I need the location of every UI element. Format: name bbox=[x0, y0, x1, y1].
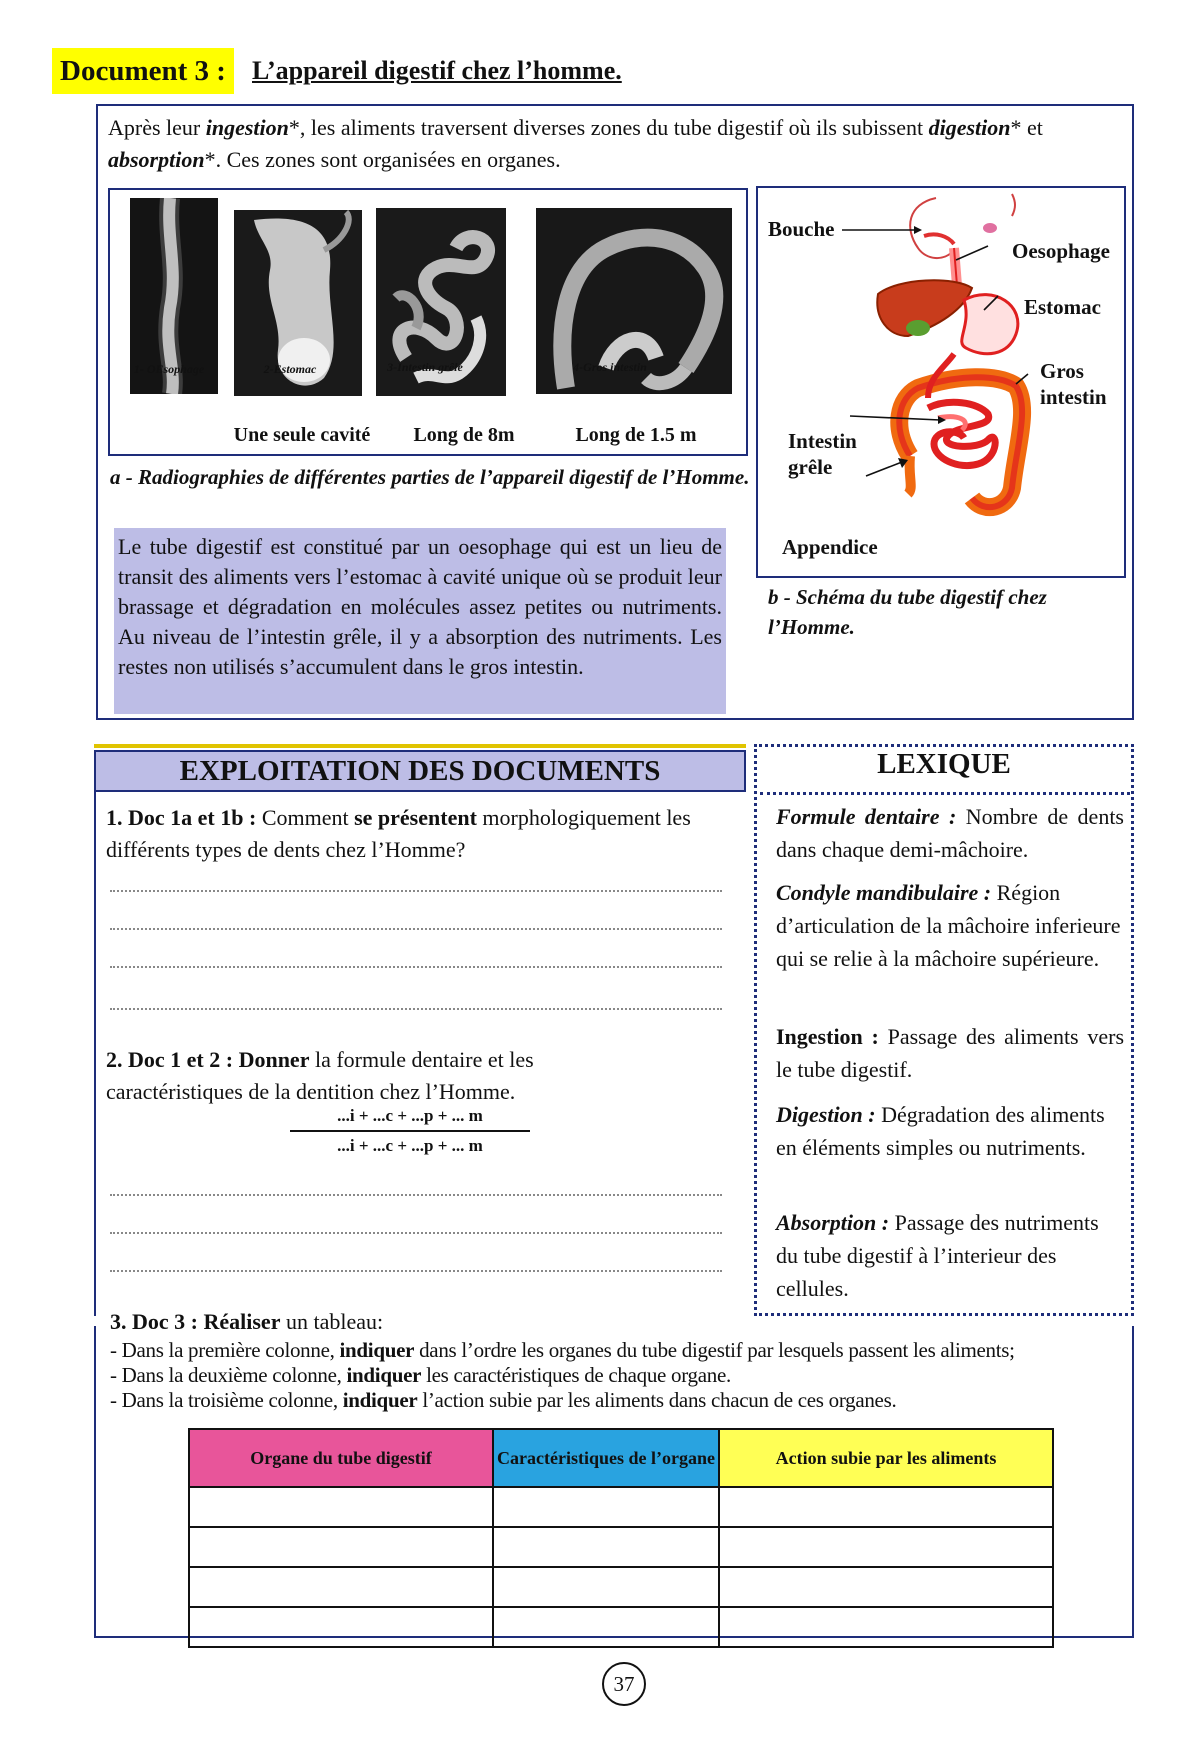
lexique-definition: Passage des aliments vers le tube digestif. bbox=[776, 1024, 1125, 1082]
table-cell[interactable] bbox=[719, 1567, 1053, 1607]
answer-line[interactable] bbox=[110, 1008, 722, 1010]
intro-term-ingestion: ingestion bbox=[205, 115, 289, 140]
lexique-definition: Région d’articulation de la mâchoire inferieure qui se relie à la mâchoire supérieure. bbox=[776, 880, 1121, 971]
instruction-text: - Dans la première colonne, bbox=[110, 1338, 340, 1362]
lexique-term: Absorption : bbox=[776, 1210, 890, 1235]
lexique-definition: Passage des nutriments du tube digestif à l’interieur des cellules. bbox=[776, 1210, 1099, 1301]
table-cell[interactable] bbox=[719, 1527, 1053, 1567]
summary-paragraph: Le tube digestif est constitué par un oesophage qui est un lieu de transit des aliments vers l’estomac à cavité unique où se produit leur brassage et dégradation en molécules assez petites ou nutriments. Au niveau de l’intestin grêle, il y a absorption des nutriments. Les restes non utilisés s’accumulent dans le gros intestin. bbox=[114, 528, 726, 714]
answer-line[interactable] bbox=[110, 1270, 722, 1272]
question-verb: se présentent bbox=[354, 805, 477, 830]
question-text: morphologiquement les différents types de dents chez l’Homme? bbox=[106, 805, 691, 862]
answer-line[interactable] bbox=[110, 928, 722, 930]
table-row bbox=[189, 1487, 1053, 1527]
lexique-separator bbox=[760, 792, 1130, 795]
label-oesophage: Oesophage bbox=[1012, 239, 1111, 263]
label-estomac: Estomac bbox=[1024, 295, 1101, 319]
intro-text: *. Ces zones sont organisées en organes. bbox=[204, 147, 561, 172]
lexique-entry bbox=[776, 1098, 1124, 1164]
question-verb: Donner bbox=[238, 1047, 310, 1072]
instruction-line bbox=[110, 1338, 1134, 1363]
document-label: Document 3 : bbox=[52, 48, 234, 94]
lexique-term: Formule dentaire : bbox=[776, 804, 957, 829]
label-intestin-grele-2: grêle bbox=[788, 455, 833, 479]
table-header-action: Action subie par les aliments bbox=[719, 1429, 1053, 1487]
label-gros: Gros bbox=[1040, 359, 1084, 383]
label-bouche: Bouche bbox=[768, 217, 835, 241]
question-verb: Réaliser bbox=[203, 1309, 281, 1334]
radiograph-note: Long de 8m bbox=[413, 424, 515, 446]
fraction-bar bbox=[290, 1130, 530, 1132]
table-row bbox=[189, 1527, 1053, 1567]
instruction-text: - Dans la deuxième colonne, bbox=[110, 1363, 347, 1387]
intro-text: Après leur bbox=[108, 115, 206, 140]
radiograph-label: 1- OEsophage bbox=[133, 362, 205, 376]
question-2 bbox=[106, 1044, 626, 1108]
table-header-organ: Organe du tube digestif bbox=[189, 1429, 493, 1487]
radiograph-note: Long de 1.5 m bbox=[575, 424, 697, 446]
question-text: Comment bbox=[261, 805, 355, 830]
table-cell[interactable] bbox=[189, 1567, 493, 1607]
instruction-text: les caractéristiques de chaque organe. bbox=[421, 1363, 731, 1387]
exploitation-banner: EXPLOITATION DES DOCUMENTS bbox=[94, 750, 746, 792]
answer-line[interactable] bbox=[110, 890, 722, 892]
radiograph-label: 3-Intestin grêle bbox=[387, 360, 463, 374]
question-text: la formule dentaire et les caractéristiques de la dentition chez l’Homme. bbox=[106, 1047, 534, 1104]
table-cell[interactable] bbox=[189, 1607, 493, 1647]
lexique-title: LEXIQUE bbox=[877, 748, 1011, 780]
lexique-definition: Dégradation des aliments en éléments simples ou nutriments. bbox=[776, 1102, 1105, 1160]
document-title: L’appareil digestif chez l’homme. bbox=[252, 56, 622, 85]
question-3-instructions bbox=[110, 1338, 1134, 1413]
lexique-entry bbox=[776, 800, 1124, 866]
instruction-verb: indiquer bbox=[339, 1338, 415, 1362]
intro-term-digestion: digestion bbox=[928, 115, 1011, 140]
dental-formula bbox=[290, 1106, 530, 1156]
instruction-text: - Dans la troisième colonne, bbox=[110, 1388, 343, 1412]
figure-b-caption: b - Schéma du tube digestif chez l’Homme. bbox=[768, 585, 1047, 639]
table-cell[interactable] bbox=[189, 1487, 493, 1527]
radiograph-note: Une seule cavité bbox=[233, 424, 371, 446]
label-appendice: Appendice bbox=[782, 535, 878, 559]
lexique-entry bbox=[776, 1206, 1124, 1305]
instruction-verb: indiquer bbox=[342, 1388, 418, 1412]
label-intestin: intestin bbox=[1040, 385, 1107, 409]
intro-paragraph bbox=[108, 112, 1128, 176]
question-number: 3. Doc 3 : bbox=[110, 1309, 204, 1334]
intro-text: * et bbox=[1010, 115, 1043, 140]
instruction-verb: indiquer bbox=[346, 1363, 422, 1387]
question-1 bbox=[106, 802, 746, 866]
answer-line[interactable] bbox=[110, 966, 722, 968]
table-cell[interactable] bbox=[493, 1607, 719, 1647]
lexique-entry bbox=[776, 876, 1124, 975]
lexique-term: Ingestion : bbox=[776, 1024, 879, 1049]
dental-formula-lower[interactable]: ...i + ...c + ...p + ... m bbox=[337, 1136, 483, 1155]
question-number: 1. Doc 1a et 1b : bbox=[106, 805, 262, 830]
answer-line[interactable] bbox=[110, 1232, 722, 1234]
table-row bbox=[189, 1607, 1053, 1647]
digestive-schema-frame bbox=[756, 186, 1126, 578]
table-row bbox=[189, 1567, 1053, 1607]
table-header-characteristics: Caractéristiques de l’organe bbox=[493, 1429, 719, 1487]
instruction-line bbox=[110, 1363, 1134, 1388]
answer-line[interactable] bbox=[110, 1194, 722, 1196]
question-number: 2. Doc 1 et 2 : bbox=[106, 1047, 239, 1072]
answer-table bbox=[188, 1428, 1054, 1648]
intro-text: *, les aliments traversent diverses zones du tube digestif où ils subissent bbox=[288, 115, 929, 140]
instruction-text: dans l’ordre les organes du tube digestif par lesquels passent les aliments; bbox=[414, 1338, 1015, 1362]
page-number: 37 bbox=[602, 1662, 646, 1706]
table-cell[interactable] bbox=[719, 1487, 1053, 1527]
radiograph-label: 4-Gros intestin bbox=[573, 360, 647, 374]
radiograph-label: 2-Estomac bbox=[263, 362, 317, 376]
instruction-line bbox=[110, 1388, 1134, 1413]
lexique-definition: Nombre de dents dans chaque demi-mâchoire. bbox=[776, 804, 1124, 862]
exploitation-topline bbox=[94, 744, 746, 748]
table-cell[interactable] bbox=[189, 1527, 493, 1567]
instruction-text: l’action subie par les aliments dans chacun de ces organes. bbox=[417, 1388, 897, 1412]
radiographs-frame bbox=[108, 188, 748, 456]
table-cell[interactable] bbox=[493, 1487, 719, 1527]
lexique-term: Digestion : bbox=[776, 1102, 876, 1127]
lexique-entry bbox=[776, 1020, 1124, 1086]
figure-a-caption: a - Radiographies de différentes parties de l’appareil digestif de l’Homme. bbox=[110, 465, 750, 489]
lexique-term: Condyle mandibulaire : bbox=[776, 880, 992, 905]
table-cell[interactable] bbox=[719, 1607, 1053, 1647]
table-cell[interactable] bbox=[493, 1527, 719, 1567]
label-intestin-grele-1: Intestin bbox=[788, 429, 857, 453]
intro-term-absorption: absorption bbox=[108, 147, 205, 172]
question-text: un tableau: bbox=[280, 1309, 384, 1334]
table-cell[interactable] bbox=[493, 1567, 719, 1607]
dental-formula-upper[interactable]: ...i + ...c + ...p + ... m bbox=[337, 1106, 483, 1125]
